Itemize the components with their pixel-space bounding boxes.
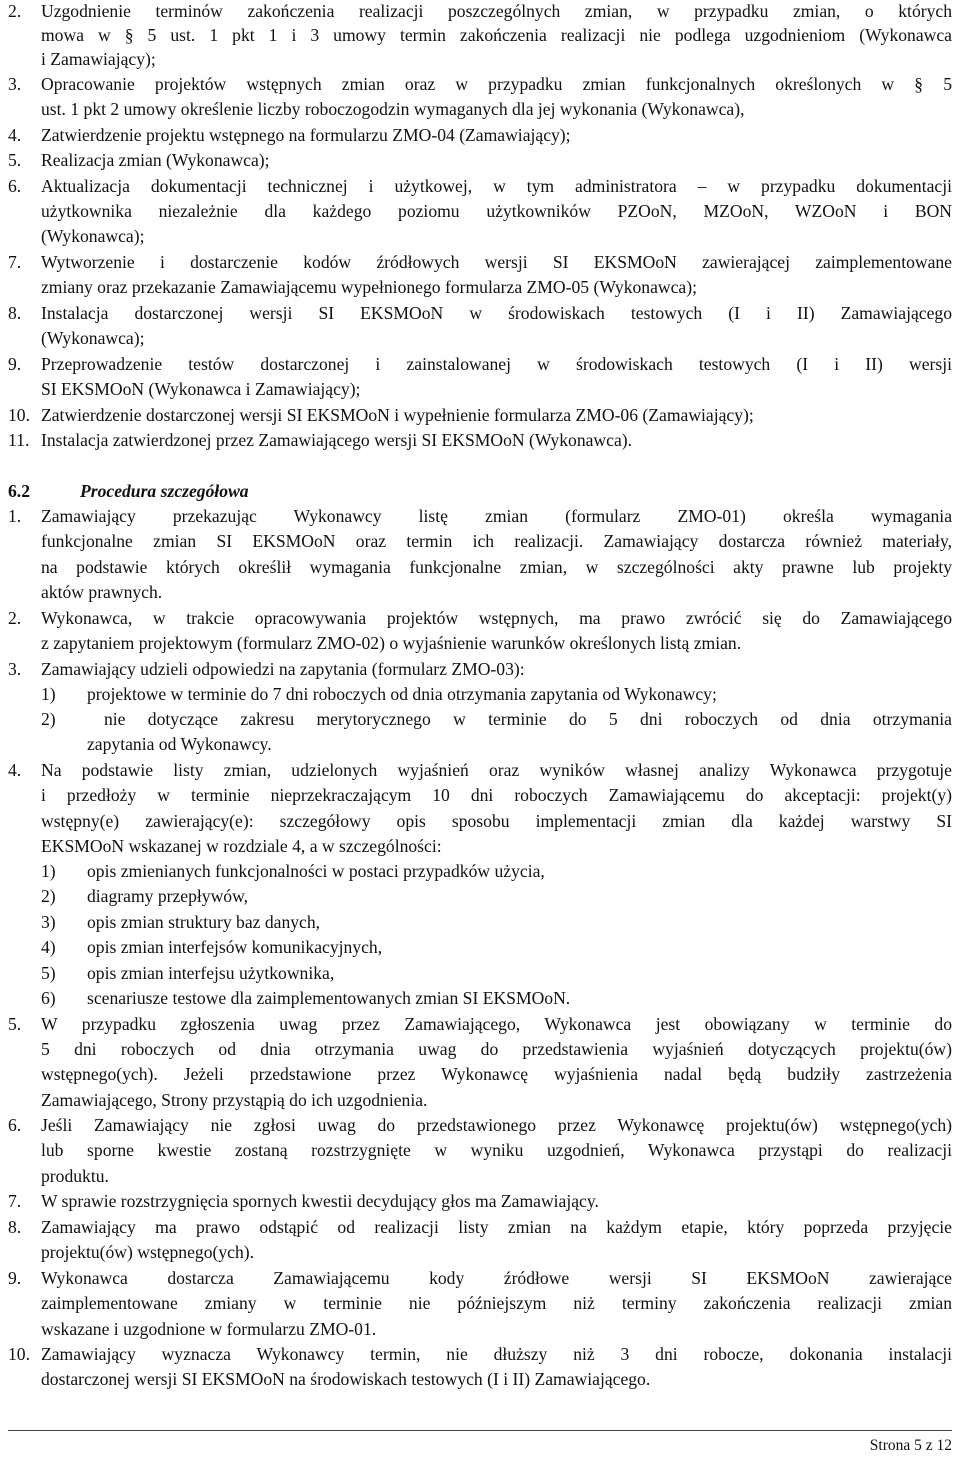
list-text: wskazane i uzgodnione w formularzu ZMO-01. <box>41 1319 377 1339</box>
list-number: 5. <box>8 1014 22 1034</box>
list-text: zaimplementowane zmiany w terminie nie późniejszym niż terminy zakończenia realizacji zmian <box>41 1293 952 1313</box>
list-text: Zatwierdzenie projektu wstępnego na formularzu ZMO-04 (Zamawiający); <box>41 125 571 145</box>
list-text: mowa w § 5 ust. 1 pkt 1 i 3 umowy termin zakończenia realizacji nie podlega uzgodnieniom (Wykonawca <box>41 25 952 45</box>
list-text: projektu(ów) wstępnego(ych). <box>41 1242 255 1262</box>
list-text: Zamawiający wyznacza Wykonawcy termin, nie dłuższy niż 3 dni robocze, dokonania instalacji <box>41 1344 952 1364</box>
list-number: 11. <box>8 430 30 450</box>
sublist-text: opis zmienianych funkcjonalności w postaci przypadków użycia, <box>87 861 545 881</box>
list-text: wstępnego(ych). Jeżeli przedstawione przez Wykonawcę wyjaśnienia nadal będą budziły zastrzeżenia <box>41 1064 952 1084</box>
sublist-number: 6) <box>41 988 56 1008</box>
sublist-number: 2) <box>41 709 56 729</box>
list-text: lub sporne kwestie zostaną rozstrzygnięte w wyniku uzgodnień, Wykonawca przystąpi do realizacji <box>41 1140 952 1160</box>
sublist-text: zapytania od Wykonawcy. <box>87 734 272 754</box>
list-text: Wytworzenie i dostarczenie kodów źródłowych wersji SI EKSMOoN zawierającej zaimplementowane <box>41 252 952 272</box>
sublist-text: opis zmian struktury baz danych, <box>87 912 321 932</box>
sublist-number: 1) <box>41 861 56 881</box>
list-text: W przypadku zgłoszenia uwag przez Zamawiającego, Wykonawca jest obowiązany w terminie do <box>41 1014 952 1034</box>
list-text: Realizacja zmian (Wykonawca); <box>41 150 270 170</box>
list-text: Instalacja dostarczonej wersji SI EKSMOoN w środowiskach testowych (I i II) Zamawiającego <box>41 303 952 323</box>
list-text: użytkownika niezależnie dla każdego poziomu użytkowników PZOoN, MZOoN, WZOoN i BON <box>41 201 952 221</box>
sublist-number: 3) <box>41 912 56 932</box>
list-number: 9. <box>8 354 22 374</box>
sublist-text: opis zmian interfejsów komunikacyjnych, <box>87 937 383 957</box>
list-number: 6. <box>8 176 22 196</box>
list-text: dostarczonej wersji SI EKSMOoN na środowiskach testowych (I i II) Zamawiającego. <box>41 1369 651 1389</box>
list-number: 2. <box>8 608 22 628</box>
list-number: 10. <box>8 405 30 425</box>
list-text: Zatwierdzenie dostarczonej wersji SI EKSMOoN i wypełnienie formularza ZMO-06 (Zamawiający); <box>41 405 754 425</box>
section-heading <box>8 480 952 502</box>
list-text: SI EKSMOoN (Wykonawca i Zamawiający); <box>41 379 361 399</box>
list-text: Uzgodnienie terminów zakończenia realizacji poszczególnych zmian, w przypadku zmian, o których <box>41 1 952 21</box>
sublist-text: diagramy przepływów, <box>87 886 249 906</box>
list-text: i przedłoży w terminie nieprzekraczającym 10 dni roboczych Zamawiającemu do akceptacji: projekt(y) <box>41 785 952 805</box>
list-number: 1. <box>8 506 22 526</box>
sublist-text: scenariusze testowe dla zaimplementowanych zmian SI EKSMOoN. <box>87 988 571 1008</box>
list-text: Zamawiający przekazując Wykonawcy listę zmian (formularz ZMO-01) określa wymagania <box>41 506 952 526</box>
list-number: 3. <box>8 659 22 679</box>
list-number: 9. <box>8 1268 22 1288</box>
sublist-text: projektowe w terminie do 7 dni roboczych od dnia otrzymania zapytania od Wykonawcy; <box>87 684 717 704</box>
list-text: Aktualizacja dokumentacji technicznej i użytkowej, w tym administratora – w przypadku dokumentacji <box>41 176 952 196</box>
list-text: (Wykonawca); <box>41 328 145 348</box>
list-text: Opracowanie projektów wstępnych zmian oraz w przypadku zmian funkcjonalnych określonych w § 5 <box>41 74 952 94</box>
list-text: (Wykonawca); <box>41 226 145 246</box>
list-text: z zapytaniem projektowym (formularz ZMO-02) o wyjaśnienie warunków określonych listą zmian. <box>41 633 742 653</box>
sublist-text: opis zmian interfejsu użytkownika, <box>87 963 335 983</box>
list-text: Jeśli Zamawiający nie zgłosi uwag do przedstawionego przez Wykonawcę projektu(ów) wstępnego(ych) <box>41 1115 952 1135</box>
list-text: funkcjonalne zmian SI EKSMOoN oraz termin ich realizacji. Zamawiający dostarcza również materiały, <box>41 531 952 551</box>
list-number: 6. <box>8 1115 22 1135</box>
list-text: na podstawie których określił wymagania funkcjonalne zmian, w szczególności akty prawne lub projekty <box>41 557 952 577</box>
list-text: i Zamawiający); <box>41 49 156 69</box>
list-number: 10. <box>8 1344 30 1364</box>
list-number: 4. <box>8 125 22 145</box>
sublist-number: 5) <box>41 963 56 983</box>
sublist-number: 2) <box>41 886 56 906</box>
sublist-text: nie dotyczące zakresu merytorycznego w terminie do 5 dni roboczych od dnia otrzymania <box>104 709 952 729</box>
page-number: Strona 5 z 12 <box>869 1437 952 1454</box>
section-number: 6.2 <box>8 481 30 501</box>
list-text: Wykonawca, w trakcie opracowywania projektów wstępnych, ma prawo zwrócić się do Zamawiającego <box>41 608 952 628</box>
list-text: Zamawiającego, Strony przystąpią do ich uzgodnienia. <box>41 1090 428 1110</box>
sublist-number: 4) <box>41 937 56 957</box>
list-text: Wykonawca dostarcza Zamawiającemu kody źródłowe wersji SI EKSMOoN zawierające <box>41 1268 952 1288</box>
list-text: ust. 1 pkt 2 umowy określenie liczby roboczogodzin wymaganych dla jej wykonania (Wykonawca), <box>41 99 745 119</box>
list-text: produktu. <box>41 1166 109 1186</box>
list-number: 7. <box>8 1191 22 1211</box>
list-text: aktów prawnych. <box>41 582 163 602</box>
list-number: 5. <box>8 150 22 170</box>
list-number: 3. <box>8 74 22 94</box>
list-number: 2. <box>8 1 22 21</box>
list-text: wstępny(e) zawierający(e): szczegółowy opis sposobu implementacji zmian dla każdej warstwy SI <box>41 811 952 831</box>
footer-divider <box>8 1430 952 1431</box>
list-text: zmiany oraz przekazanie Zamawiającemu wypełnionego formularza ZMO-05 (Wykonawca); <box>41 277 697 297</box>
list-text: 5 dni roboczych od dnia otrzymania uwag do przedstawienia wyjaśnień dotyczących projektu(ów) <box>41 1039 952 1059</box>
list-text: Instalacja zatwierdzonej przez Zamawiającego wersji SI EKSMOoN (Wykonawca). <box>41 430 633 450</box>
list-text: Zamawiający ma prawo odstąpić od realizacji listy zmian na każdym etapie, który poprzeda przyjęcie <box>41 1217 952 1237</box>
list-number: 4. <box>8 760 22 780</box>
list-number: 8. <box>8 1217 22 1237</box>
list-text: W sprawie rozstrzygnięcia spornych kwestii decydujący głos ma Zamawiający. <box>41 1191 599 1211</box>
list-text: EKSMOoN wskazanej w rozdziale 4, a w szczególności: <box>41 836 442 856</box>
section-title: Procedura szczegółowa <box>80 481 249 501</box>
list-number: 7. <box>8 252 22 272</box>
list-text: Przeprowadzenie testów dostarczonej i zainstalowanej w środowiskach testowych (I i II) wersji <box>41 354 952 374</box>
list-text: Zamawiający udzieli odpowiedzi na zapytania (formularz ZMO-03): <box>41 659 525 679</box>
sublist-number: 1) <box>41 684 56 704</box>
list-text: Na podstawie listy zmian, udzielonych wyjaśnień oraz wyników własnej analizy Wykonawca przygotuje <box>41 760 952 780</box>
list-number: 8. <box>8 303 22 323</box>
